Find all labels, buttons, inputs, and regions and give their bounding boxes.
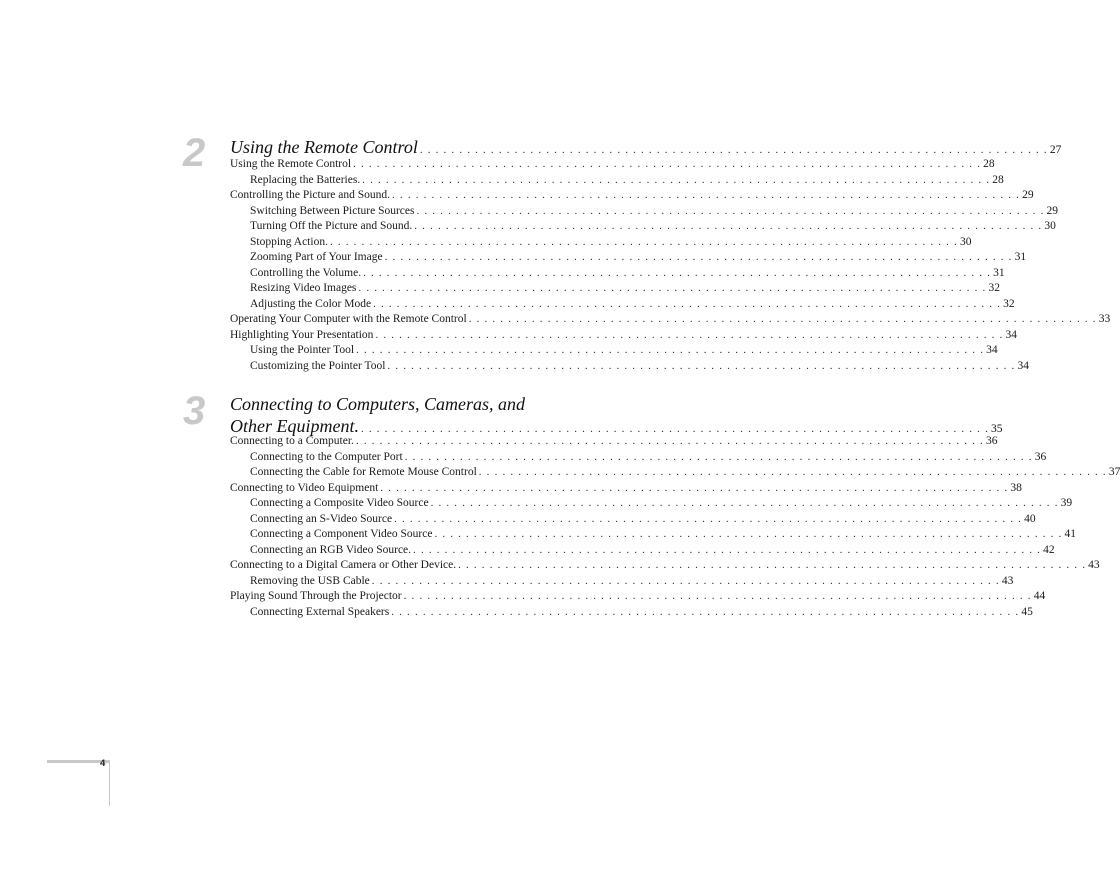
leader-dots: . . . . . . . . . . . . . . . . . . . . . . . . . . . . . . . . . . . . . . . . . . . . . . . . . . . . . . . . . . . . . . . . . . . . . . . . . . . . . . . .: [416, 204, 1045, 217]
toc-entry[interactable]: [230, 512, 1036, 528]
toc-entry[interactable]: [230, 173, 1004, 189]
toc-entry[interactable]: [230, 558, 1100, 574]
toc-entry-page-number: 39: [1060, 497, 1073, 509]
toc-entry[interactable]: [230, 527, 1076, 543]
toc-entry-text: Controlling the Volume.: [250, 266, 362, 279]
toc-entry-text: Adjusting the Color Mode: [250, 297, 372, 310]
toc-entry[interactable]: [230, 188, 1034, 204]
toc-entry[interactable]: [230, 605, 1033, 621]
leader-dots: . . . . . . . . . . . . . . . . . . . . . . . . . . . . . . . . . . . . . . . . . . . . . . . . . . . . . . . . . . . . . . . . . . . . . . . . . . . . . . . .: [380, 481, 1009, 494]
toc-entry-page-number: 32: [1003, 297, 1015, 310]
toc-entry[interactable]: [230, 450, 1047, 466]
toc-entry-page-number: 36: [1034, 450, 1047, 463]
toc-entry-page-number: 28: [992, 173, 1004, 186]
leader-dots: . . . . . . . . . . . . . . . . . . . . . . . . . . . . . . . . . . . . . . . . . . . . . . . . . . . . . . . . . . . . . . . . . . . . . . . . . . . . . . . .: [387, 359, 1016, 372]
toc-entry-text: Connecting External Speakers: [250, 605, 390, 618]
leader-dots: . . . . . . . . . . . . . . . . . . . . . . . . . . . . . . . . . . . . . . . . . . . . . . . . . . . . . . . . . . . . . . . . . . . . . . . . . . . . . . . .: [355, 435, 984, 447]
toc-entry[interactable]: [230, 297, 1015, 313]
leader-dots: . . . . . . . . . . . . . . . . . . . . . . . . . . . . . . . . . . . . . . . . . . . . . . . . . . . . . . . . . . . . . . . . . . . . . . . . . . . . . . . .: [375, 328, 1004, 341]
toc-entry-page-number: 43: [1088, 559, 1100, 571]
toc-entry-page-number: 28: [983, 158, 995, 170]
leader-dots: . . . . . . . . . . . . . . . . . . . . . . . . . . . . . . . . . . . . . . . . . . . . . . . . . . . . . . . . . . . . . . . . . . . . . . . . . . . . . . . .: [392, 189, 1021, 201]
toc-entry[interactable]: [230, 312, 1111, 328]
toc-entry[interactable]: [230, 343, 998, 359]
toc-entry[interactable]: [230, 157, 995, 173]
toc-entry-page-number: 41: [1064, 528, 1076, 540]
leader-dots: . . . . . . . . . . . . . . . . . . . . . . . . . . . . . . . . . . . . . . . . . . . . . . . . . . . . . . . . . . . . . . . . . . . . . . . . . . . . . . . .: [434, 528, 1063, 540]
toc-entry-text: Resizing Video Images: [250, 282, 357, 294]
toc-entry-text: Connecting a Composite Video Source: [250, 497, 429, 509]
toc-entry-text: Replacing the Batteries.: [250, 173, 361, 186]
toc-entry-page-number: 38: [1010, 481, 1022, 494]
toc-entry-text: Connecting to a Digital Camera or Other Device.: [230, 559, 457, 571]
toc-entry-page-number: 31: [993, 266, 1005, 279]
chapter-page-number: 27: [1049, 144, 1062, 156]
toc-entry-text: Connecting the Cable for Remote Mouse Control: [250, 466, 477, 478]
toc-entry[interactable]: [230, 266, 1005, 282]
toc-entry-page-number: 32: [988, 282, 1000, 294]
toc-entry-page-number: 34: [1017, 359, 1029, 372]
leader-dots: . . . . . . . . . . . . . . . . . . . . . . . . . . . . . . . . . . . . . . . . . . . . . . . . . . . . . . . . . . . . . . . . . . . . . . . . . . . . . . . .: [358, 282, 987, 294]
toc-entry[interactable]: [230, 481, 1022, 497]
toc-entry[interactable]: [230, 219, 1056, 235]
toc-entry-text: Connecting to Video Equipment: [230, 481, 379, 494]
leader-dots: . . . . . . . . . . . . . . . . . . . . . . . . . . . . . . . . . . . . . . . . . . . . . . . . . . . . . . . . . . . . . . . . . . . . . . . . . . . . . . . .: [360, 423, 990, 435]
chapter-page-number: 35: [991, 423, 1003, 435]
toc-entry-page-number: 29: [1046, 204, 1059, 217]
toc-entry-page-number: 30: [1044, 220, 1056, 232]
page-number: 4: [100, 758, 106, 769]
toc-entry-text: Connecting to a Computer.: [230, 435, 354, 447]
toc-entry-text: Using the Pointer Tool: [250, 344, 355, 356]
toc-entry[interactable]: [230, 543, 1055, 559]
leader-dots: . . . . . . . . . . . . . . . . . . . . . . . . . . . . . . . . . . . . . . . . . . . . . . . . . . . . . . . . . . . . . . . . . . . . . . . . . . . . . . . .: [468, 313, 1097, 325]
leader-dots: . . . . . . . . . . . . . . . . . . . . . . . . . . . . . . . . . . . . . . . . . . . . . . . . . . . . . . . . . . . . . . . . . . . . . . . . . . . . . . . .: [373, 297, 1002, 310]
leader-dots: . . . . . . . . . . . . . . . . . . . . . . . . . . . . . . . . . . . . . . . . . . . . . . . . . . . . . . . . . . . . . . . . . . . . . . . . . . . . . . . .: [363, 266, 992, 279]
leader-dots: . . . . . . . . . . . . . . . . . . . . . . . . . . . . . . . . . . . . . . . . . . . . . . . . . . . . . . . . . . . . . . . . . . . . . . . . . . . . . . . .: [356, 344, 985, 356]
toc-entry[interactable]: [230, 204, 1059, 220]
leader-dots: . . . . . . . . . . . . . . . . . . . . . . . . . . . . . . . . . . . . . . . . . . . . . . . . . . . . . . . . . . . . . . . . . . . . . . . . . . . . . . . .: [404, 450, 1033, 463]
toc-entry[interactable]: [230, 589, 1046, 605]
chapter-title[interactable]: [230, 393, 1003, 440]
leader-dots: . . . . . . . . . . . . . . . . . . . . . . . . . . . . . . . . . . . . . . . . . . . . . . . . . . . . . . . . . . . . . . . . . . . . . . . . . . . . . . . .: [391, 605, 1020, 618]
toc-entry-text: Connecting a Component Video Source: [250, 528, 433, 540]
toc-entry-text: Highlighting Your Presentation: [230, 328, 374, 341]
toc-entry[interactable]: [230, 434, 998, 450]
footer-vertical-rule: [109, 760, 110, 806]
toc-entry-page-number: 29: [1022, 189, 1034, 201]
toc-entry-page-number: 31: [1014, 251, 1027, 263]
leader-dots: . . . . . . . . . . . . . . . . . . . . . . . . . . . . . . . . . . . . . . . . . . . . . . . . . . . . . . . . . . . . . . . . . . . . . . . . . . . . . . . .: [478, 466, 1107, 478]
toc-entry-page-number: 42: [1043, 543, 1055, 556]
toc-entry-text: Removing the USB Cable: [250, 574, 370, 587]
toc-entry-text: Customizing the Pointer Tool: [250, 359, 386, 372]
toc-entry-page-number: 34: [1005, 328, 1017, 341]
leader-dots: . . . . . . . . . . . . . . . . . . . . . . . . . . . . . . . . . . . . . . . . . . . . . . . . . . . . . . . . . . . . . . . . . . . . . . . . . . . . . . . .: [458, 559, 1087, 571]
leader-dots: . . . . . . . . . . . . . . . . . . . . . . . . . . . . . . . . . . . . . . . . . . . . . . . . . . . . . . . . . . . . . . . . . . . . . . . . . . . . . . . .: [384, 251, 1013, 263]
toc-entry-text: Stopping Action.: [250, 235, 328, 248]
toc-entry-page-number: 36: [986, 435, 998, 447]
toc-entry-text: Connecting an RGB Video Source.: [250, 543, 412, 556]
leader-dots: . . . . . . . . . . . . . . . . . . . . . . . . . . . . . . . . . . . . . . . . . . . . . . . . . . . . . . . . . . . . . . . . . . . . . . . . . . . . . . . .: [371, 574, 1000, 587]
toc-entry-page-number: 30: [960, 235, 972, 248]
leader-dots: . . . . . . . . . . . . . . . . . . . . . . . . . . . . . . . . . . . . . . . . . . . . . . . . . . . . . . . . . . . . . . . . . . . . . . . . . . . . . . . .: [353, 158, 982, 170]
toc-entry[interactable]: [230, 328, 1017, 344]
toc-entry-text: Switching Between Picture Sources: [250, 204, 415, 217]
leader-dots: . . . . . . . . . . . . . . . . . . . . . . . . . . . . . . . . . . . . . . . . . . . . . . . . . . . . . . . . . . . . . . . . . . . . . . . . . . . . . . . .: [394, 512, 1023, 525]
toc-entry-page-number: 37: [1108, 466, 1120, 478]
toc-entry-page-number: 44: [1033, 590, 1046, 602]
chapter-title-text: Other Equipment.: [230, 416, 359, 436]
leader-dots: . . . . . . . . . . . . . . . . . . . . . . . . . . . . . . . . . . . . . . . . . . . . . . . . . . . . . . . . . . . . . . . . . . . . . . . . . . . . . . . .: [403, 590, 1032, 602]
toc-entry-text: Connecting an S-Video Source: [250, 512, 393, 525]
chapter-number: 3: [183, 389, 206, 433]
toc-entry[interactable]: [230, 465, 1120, 481]
leader-dots: . . . . . . . . . . . . . . . . . . . . . . . . . . . . . . . . . . . . . . . . . . . . . . . . . . . . . . . . . . . . . . . . . . . . . . . . . . . . . . . .: [430, 497, 1059, 509]
toc-entry-text: Connecting to the Computer Port: [250, 450, 403, 463]
toc-entry-page-number: 45: [1021, 605, 1033, 618]
toc-entry-text: Turning Off the Picture and Sound.: [250, 220, 413, 232]
chapter-title-text: Using the Remote Control: [230, 137, 418, 157]
toc-entry[interactable]: [230, 574, 1014, 590]
toc-entry-page-number: 43: [1001, 574, 1014, 587]
leader-dots: . . . . . . . . . . . . . . . . . . . . . . . . . . . . . . . . . . . . . . . . . . . . . . . . . . . . . . . . . . . . . . . . . . . . . . . . . . . . . . . .: [329, 235, 959, 248]
toc-entries: [230, 434, 1120, 620]
leader-dots: . . . . . . . . . . . . . . . . . . . . . . . . . . . . . . . . . . . . . . . . . . . . . . . . . . . . . . . . . . . . . . . . . . . . . . . . . . . . . . . .: [413, 543, 1042, 556]
toc-entry[interactable]: [230, 235, 972, 251]
toc-entry-text: Playing Sound Through the Projector: [230, 590, 402, 602]
toc-entry-text: Using the Remote Control: [230, 158, 352, 170]
chapter-title-text: Connecting to Computers, Cameras, and: [230, 394, 525, 414]
chapter-number: 2: [183, 131, 206, 175]
toc-entry-text: Controlling the Picture and Sound.: [230, 189, 391, 201]
leader-dots: . . . . . . . . . . . . . . . . . . . . . . . . . . . . . . . . . . . . . . . . . . . . . . . . . . . . . . . . . . . . . . . . . . . . . . . . . . . . . . . .: [414, 220, 1043, 232]
toc-entry-page-number: 40: [1024, 512, 1036, 525]
toc-entry[interactable]: [230, 496, 1073, 512]
toc-entry-page-number: 34: [986, 344, 998, 356]
leader-dots: . . . . . . . . . . . . . . . . . . . . . . . . . . . . . . . . . . . . . . . . . . . . . . . . . . . . . . . . . . . . . . . . . . . . . . . . . . . . . . . .: [362, 173, 991, 186]
toc-entry[interactable]: [230, 281, 1000, 297]
toc-entry[interactable]: [230, 250, 1027, 266]
toc-entry[interactable]: [230, 359, 1029, 375]
leader-dots: . . . . . . . . . . . . . . . . . . . . . . . . . . . . . . . . . . . . . . . . . . . . . . . . . . . . . . . . . . . . . . . . . . . . . . . . . . . . . . . .: [419, 144, 1048, 156]
toc-entry-text: Operating Your Computer with the Remote Control: [230, 313, 467, 325]
chapter-title-line: [230, 393, 530, 415]
toc-entries: [230, 157, 1111, 374]
toc-entry-text: Zooming Part of Your Image: [250, 251, 383, 263]
toc-entry-page-number: 33: [1098, 313, 1111, 325]
